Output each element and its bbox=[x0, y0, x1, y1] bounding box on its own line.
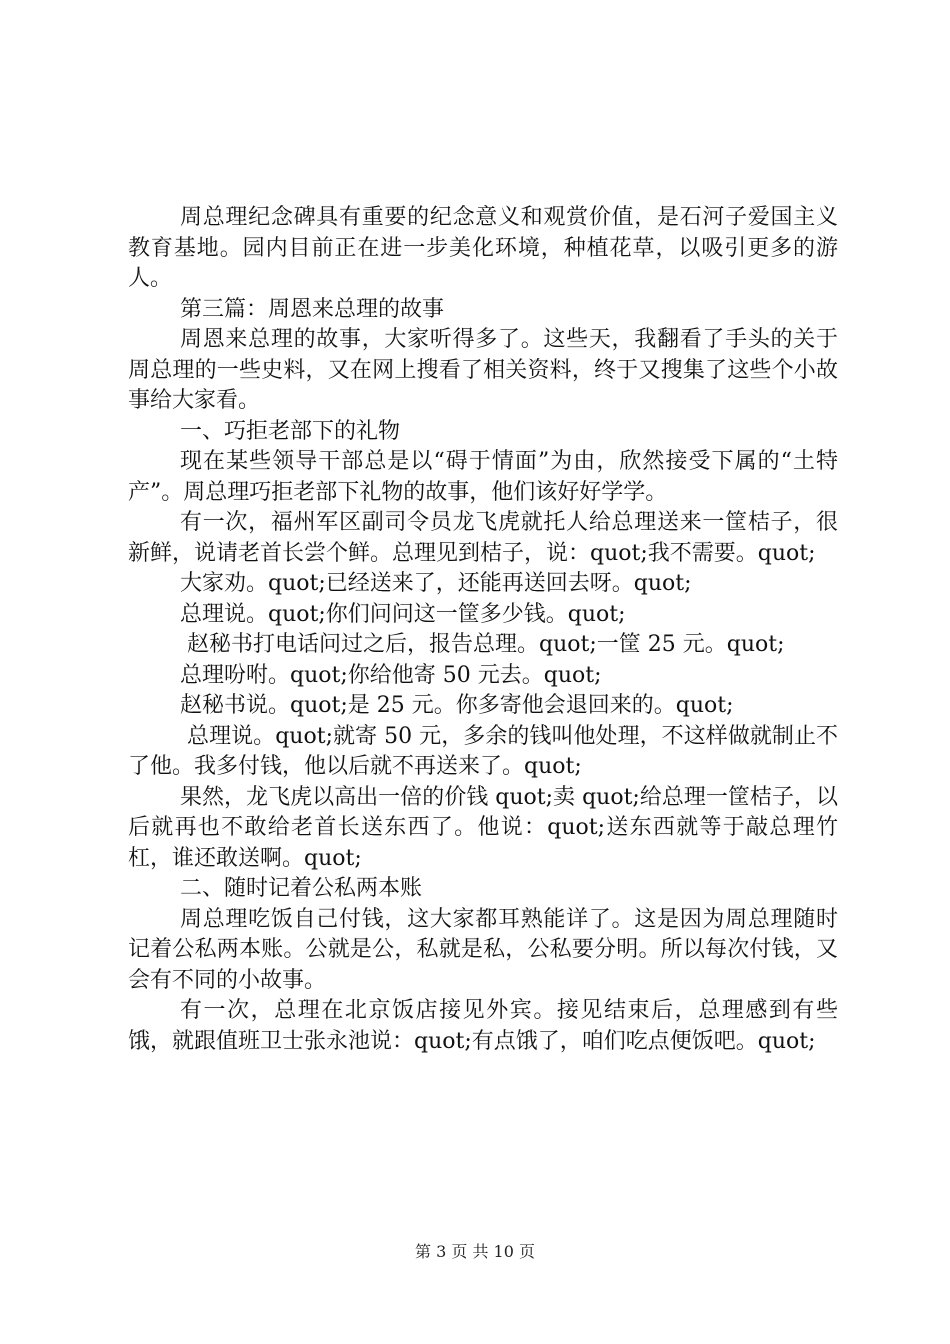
page-footer: 第 3 页 共 10 页 bbox=[415, 1242, 535, 1261]
paragraph-story2-intro: 周总理吃饭自己付钱，这大家都耳熟能详了。这是因为周总理随时记着公私两本账。公就是公，私就是私，公私要分明。所以每次付钱，又会有不同的小故事。 bbox=[128, 906, 838, 993]
section-title-part-three: 第三篇：周恩来总理的故事 bbox=[180, 296, 445, 322]
paragraph-oranges: 有一次，福州军区副司令员龙飞虎就托人给总理送来一筐桔子，很新鲜，说请老首长尝个鲜。总理见到桔子，说：quot;我不需要。quot; bbox=[128, 510, 838, 566]
paragraph-dialog-1: 大家劝。quot;已经送来了，还能再送回去呀。quot; bbox=[180, 571, 692, 596]
paragraph-dialog-6: 总理说。quot;就寄 50 元，多余的钱叫他处理，不这样做就制止不了他。我多付钱，他以后就不再送来了。quot; bbox=[128, 723, 838, 779]
document-body bbox=[128, 203, 838, 1057]
paragraph-story1-intro: 现在某些领导干部总是以“碍于情面”为由，欣然接受下属的“土特产”。周总理巧拒老部下礼物的故事，他们该好好学学。 bbox=[128, 449, 838, 505]
story-heading-2: 二、随时记着公私两本账 bbox=[180, 876, 423, 901]
paragraph-memorial: 周总理纪念碑具有重要的纪念意义和观赏价值，是石河子爱国主义教育基地。园内目前正在进一步美化环境，种植花草，以吸引更多的游人。 bbox=[128, 205, 838, 291]
paragraph-result: 果然，龙飞虎以高出一倍的价钱 quot;卖 quot;给总理一筐桔子，以后就再也不敢给老首长送东西了。他说：quot;送东西就等于敲总理竹杠，谁还敢送啊。quot; bbox=[128, 784, 838, 871]
paragraph-beijing-hotel: 有一次，总理在北京饭店接见外宾。接见结束后，总理感到有些饿，就跟值班卫士张永池说：quot;有点饿了，咱们吃点便饭吧。quot; bbox=[128, 998, 838, 1054]
paragraph-dialog-5: 赵秘书说。quot;是 25 元。你多寄他会退回来的。quot; bbox=[180, 693, 734, 718]
paragraph-dialog-4: 总理吩咐。quot;你给他寄 50 元去。quot; bbox=[180, 662, 602, 688]
paragraph-dialog-3: 赵秘书打电话问过之后，报告总理。quot;一筐 25 元。quot; bbox=[180, 632, 785, 657]
paragraph-dialog-2: 总理说。quot;你们问问这一筐多少钱。quot; bbox=[180, 601, 626, 627]
paragraph-intro: 周恩来总理的故事，大家听得多了。这些天，我翻看了手头的关于周总理的一些史料，又在网上搜看了相关资料，终于又搜集了这些个小故事给大家看。 bbox=[128, 327, 838, 413]
story-heading-1: 一、巧拒老部下的礼物 bbox=[180, 418, 401, 444]
